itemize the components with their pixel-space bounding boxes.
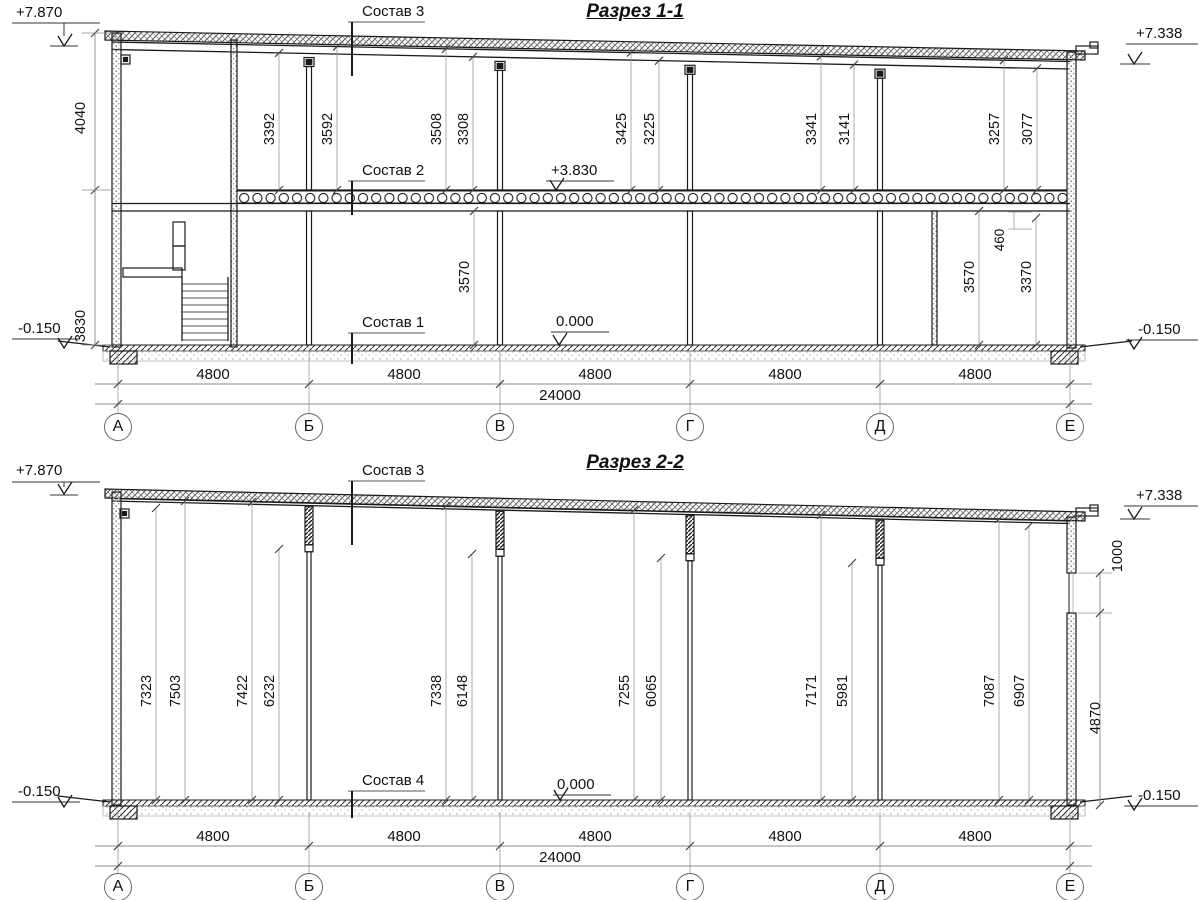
dim-bay-s2: 6148 (455, 674, 471, 708)
dim-bay-s2: 7422 (235, 674, 251, 708)
dim-bay-s2: 7171 (804, 674, 820, 708)
dim-upper-s1: 3392 (262, 112, 278, 146)
dim-4870-s2: 4870 (1088, 701, 1104, 735)
dim-bay-s2: 6907 (1012, 674, 1028, 708)
axis-bubble-b-s2: Б (295, 873, 323, 900)
dim-lower-s1: 3570 (962, 260, 978, 294)
span-dim-s1: 4800 (196, 366, 230, 383)
span-dim-s2: 4800 (387, 828, 421, 845)
axis-bubble-v-s2: В (486, 873, 514, 900)
axis-bubble-a-s1: А (104, 413, 132, 441)
elevation-bottom-left-s2: -0.150 (18, 783, 61, 800)
dim-bay-s2: 7503 (168, 674, 184, 708)
span-dim-s2: 4800 (958, 828, 992, 845)
span-dim-s2: 4800 (768, 828, 802, 845)
span-dim-s1: 4800 (768, 366, 802, 383)
span-dim-s1: 4800 (958, 366, 992, 383)
elevation-bottom-left-s1: -0.150 (18, 320, 61, 337)
span-dim-s2: 4800 (196, 828, 230, 845)
dim-upper-s1: 3592 (320, 112, 336, 146)
elevation-top-right-s2: +7.338 (1136, 487, 1183, 504)
elevation-zero-s1: 0.000 (556, 313, 594, 330)
span-dim-s1: 4800 (387, 366, 421, 383)
dim-upper-s1: 3257 (987, 112, 1003, 146)
dim-bay-s2: 7087 (982, 674, 998, 708)
axis-bubble-e-s2: Е (1056, 873, 1084, 900)
elevation-zero-s2: 0.000 (557, 776, 595, 793)
axis-bubble-g-s2: Г (676, 873, 704, 900)
total-dim-s1: 24000 (539, 387, 581, 404)
elevation-bottom-right-s1: -0.150 (1138, 321, 1181, 338)
dim-upper-s1: 3141 (837, 112, 853, 146)
elevation-floor2-s1: +3.830 (551, 162, 598, 179)
dim-lower-s1: 460 (992, 228, 1007, 252)
leader-sostav3-s2: Состав 3 (362, 462, 425, 479)
dim-upper-s1: 3225 (642, 112, 658, 146)
axis-bubble-g-s1: Г (676, 413, 704, 441)
elevation-top-right-s1: +7.338 (1136, 25, 1183, 42)
dim-bay-s2: 7255 (617, 674, 633, 708)
dim-4040: 4040 (73, 101, 89, 135)
span-dim-s2: 4800 (578, 828, 612, 845)
dim-bay-s2: 7338 (429, 674, 445, 708)
leader-sostav1-s1: Состав 1 (362, 314, 425, 331)
dim-lower-s1: 3370 (1019, 260, 1035, 294)
dim-lower-s1: 3570 (457, 260, 473, 294)
dim-upper-s1: 3341 (804, 112, 820, 146)
dim-upper-s1: 3508 (429, 112, 445, 146)
dim-bay-s2: 7323 (139, 674, 155, 708)
section1-title: Разрез 1-1 (586, 1, 684, 22)
axis-bubble-e-s1: Е (1056, 413, 1084, 441)
axis-bubble-a-s2: А (104, 873, 132, 900)
dim-upper-s1: 3308 (456, 112, 472, 146)
axis-bubble-d-s1: Д (866, 413, 894, 441)
total-dim-s2: 24000 (539, 849, 581, 866)
dim-upper-s1: 3077 (1020, 112, 1036, 146)
leader-sostav2-s1: Состав 2 (362, 162, 425, 179)
elevation-top-left-s2: +7.870 (16, 462, 63, 479)
dim-upper-s1: 3425 (614, 112, 630, 146)
leader-sostav3-s1: Состав 3 (362, 3, 425, 20)
dim-1000-s2: 1000 (1110, 539, 1126, 573)
axis-bubble-d-s2: Д (866, 873, 894, 900)
axis-bubble-v-s1: В (486, 413, 514, 441)
dim-bay-s2: 5981 (835, 674, 851, 708)
section2-title: Разрез 2-2 (586, 452, 684, 473)
leader-sostav4-s2: Состав 4 (362, 772, 425, 789)
dim-3830: 3830 (73, 309, 89, 343)
elevation-bottom-right-s2: -0.150 (1138, 787, 1181, 804)
span-dim-s1: 4800 (578, 366, 612, 383)
dim-bay-s2: 6232 (262, 674, 278, 708)
dim-bay-s2: 6065 (644, 674, 660, 708)
elevation-top-left-s1: +7.870 (16, 4, 63, 21)
axis-bubble-b-s1: Б (295, 413, 323, 441)
